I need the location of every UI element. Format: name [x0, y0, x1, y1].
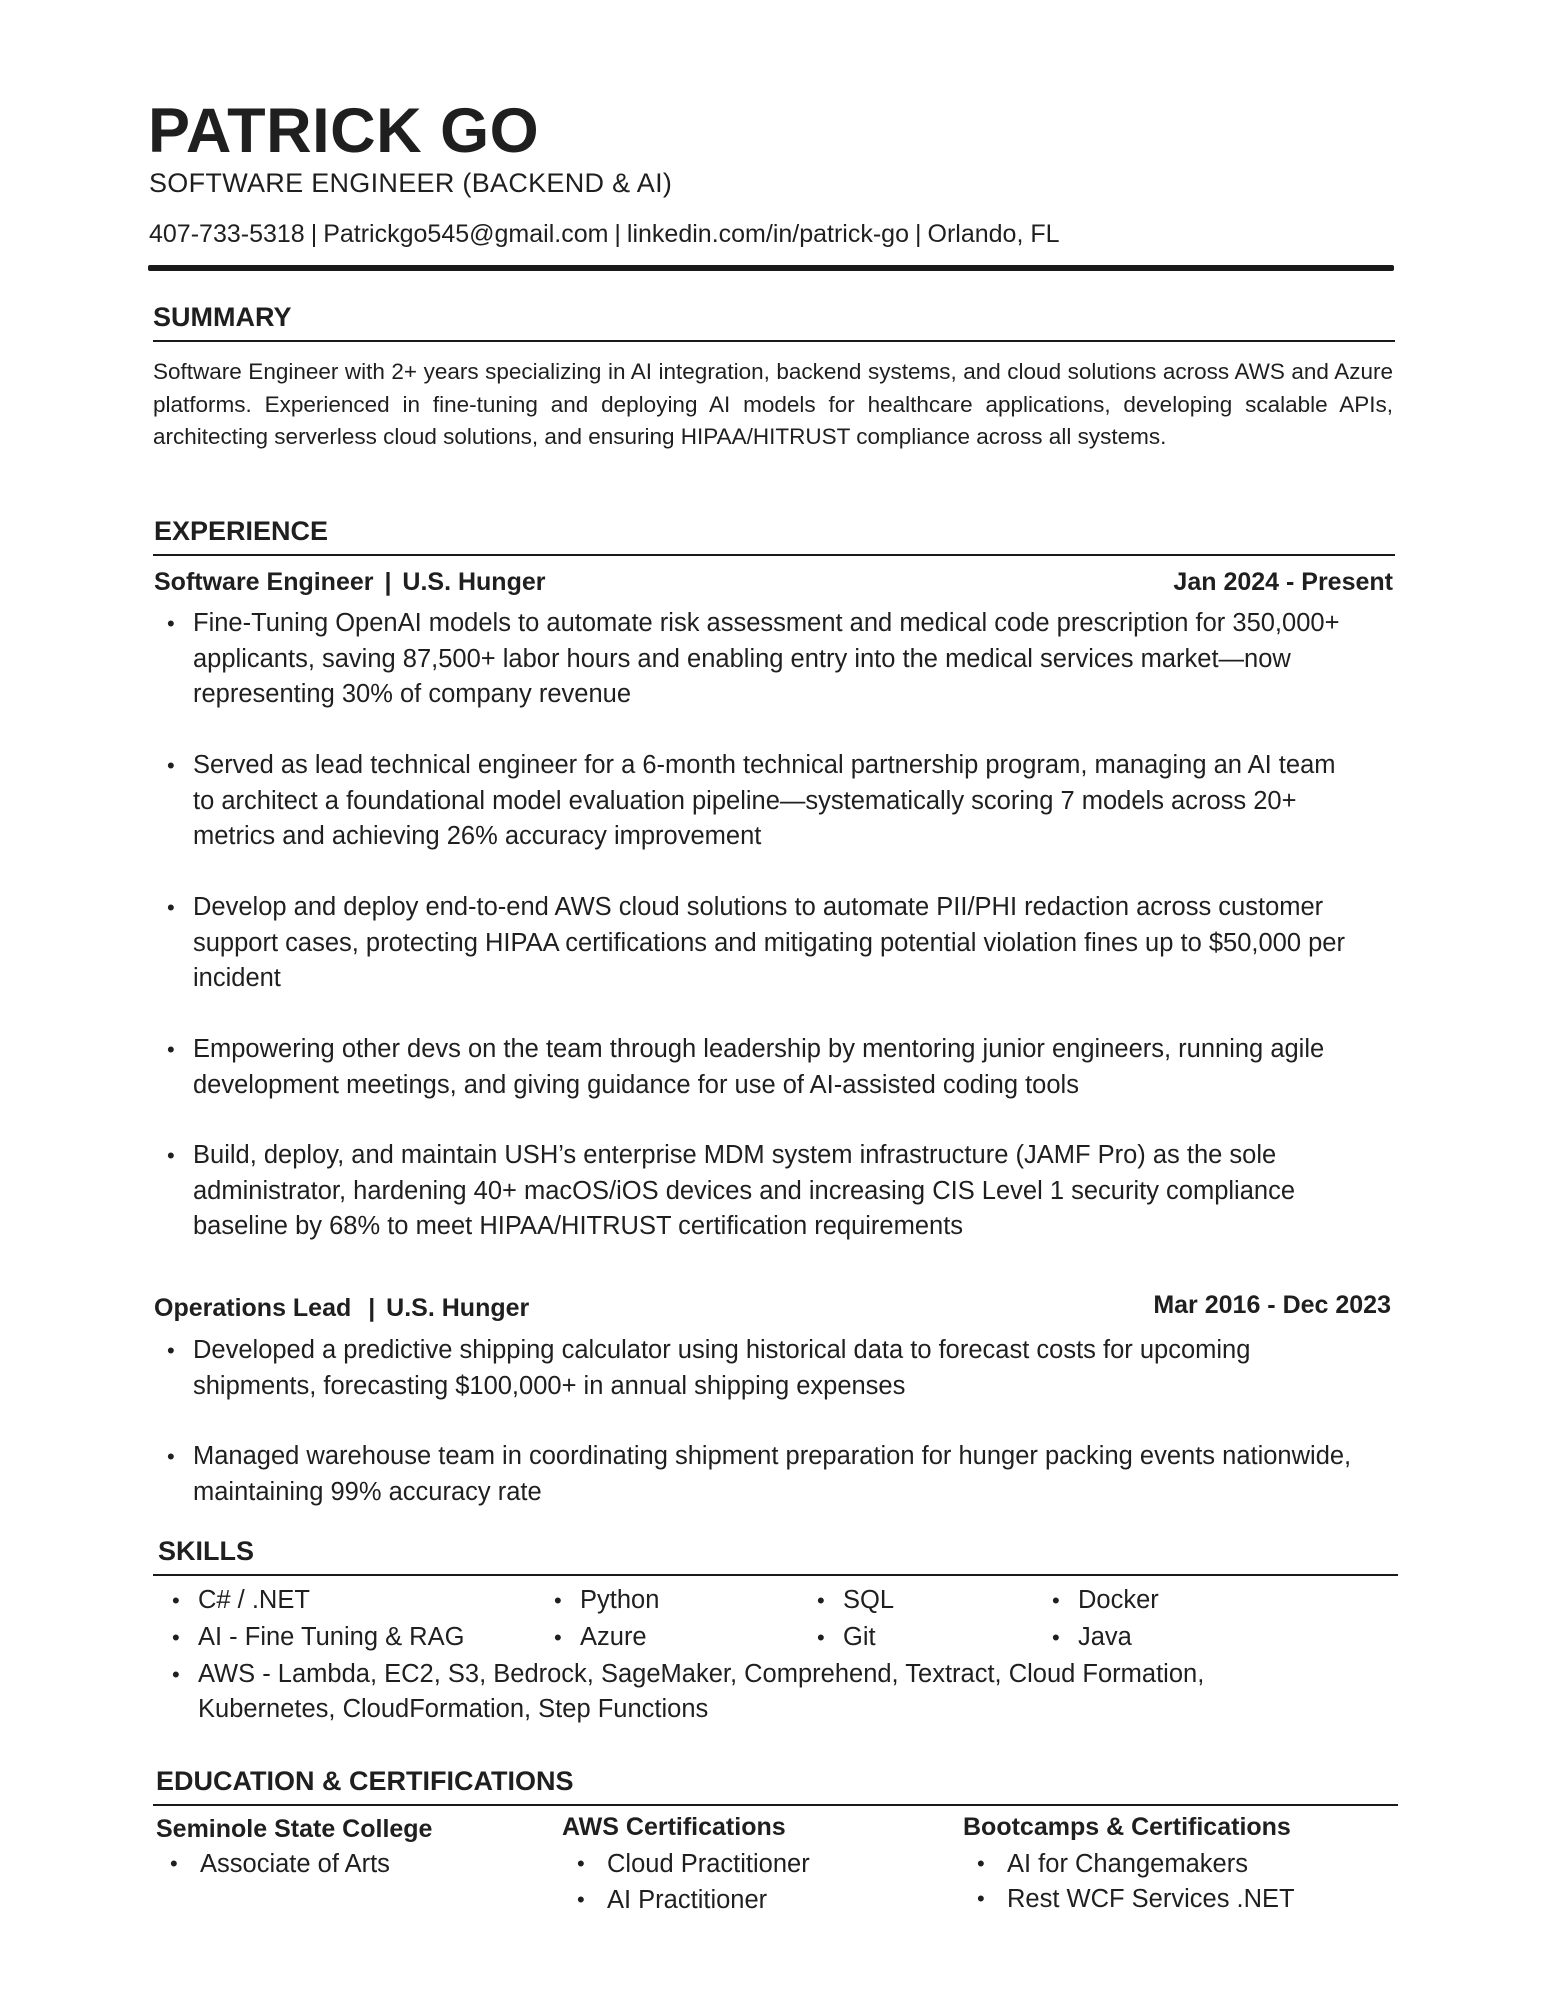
experience-divider [153, 554, 1395, 556]
education-column-heading: Seminole State College [156, 1815, 433, 1843]
skill-item: • SQL [807, 1583, 894, 1618]
list-item: • Developed a predictive shipping calculator using historical data to forecast costs for upcoming shipments, forecasting $100,000+ in annual shipping expenses [153, 1333, 1353, 1404]
skill-item: • AI - Fine Tuning & RAG [162, 1620, 464, 1655]
job-separator: | [384, 568, 392, 596]
job-separator: | [368, 1294, 376, 1322]
contact-email[interactable]: Patrickgo545@gmail.com [323, 220, 609, 248]
job-company: U.S. Hunger [386, 1294, 530, 1322]
education-column-heading: AWS Certifications [562, 1813, 786, 1841]
education-item: • Rest WCF Services .NET [963, 1882, 1295, 1916]
contact-location: Orlando, FL [927, 220, 1060, 248]
summary-heading: SUMMARY [153, 302, 292, 332]
job-dates-2: Mar 2016 - Dec 2023 [1153, 1291, 1391, 1319]
resume-role: SOFTWARE ENGINEER (BACKEND & AI) [149, 168, 673, 198]
job-company: U.S. Hunger [402, 568, 546, 596]
contact-line [149, 218, 1060, 250]
list-item: • Develop and deploy end-to-end AWS cloud solutions to automate PII/PHI redaction across customer support cases, protecting HIPAA certifications and mitigating potential violation fines up to $50,000 per incident [153, 890, 1353, 997]
education-item: • AI Practitioner [563, 1883, 767, 1917]
contact-separator: | [614, 220, 621, 248]
skill-item: • C# / .NET [162, 1583, 310, 1618]
job-bullets-2 [153, 1333, 1353, 1510]
education-divider [153, 1804, 1398, 1806]
list-item: • Fine-Tuning OpenAI models to automate risk assessment and medical code prescription for 350,000+ applicants, saving 87,500+ labor hours and enabling entry into the medical services market—now representing 30% of company revenue [153, 606, 1353, 713]
skill-item-aws: • AWS - Lambda, EC2, S3, Bedrock, SageMaker, Comprehend, Textract, Cloud Formation, Kubernetes, CloudFormation, Step Functions [162, 1657, 1328, 1727]
job-title-2 [154, 1292, 529, 1324]
job-title-1 [154, 566, 545, 598]
job-position: Operations Lead [154, 1294, 352, 1322]
education-item: • AI for Changemakers [963, 1847, 1248, 1881]
experience-heading: EXPERIENCE [154, 516, 329, 546]
job-dates-1: Jan 2024 - Present [1173, 568, 1393, 596]
contact-linkedin[interactable]: linkedin.com/in/patrick-go [626, 220, 909, 248]
contact-separator: | [915, 220, 922, 248]
job-position: Software Engineer [154, 568, 374, 596]
list-item: • Empowering other devs on the team through leadership by mentoring junior engineers, running agile development meetings, and giving guidance for use of AI-assisted coding tools [153, 1032, 1373, 1103]
skill-item: • Azure [544, 1620, 647, 1655]
summary-divider [153, 340, 1395, 342]
education-item: • Associate of Arts [156, 1847, 390, 1881]
education-column-heading: Bootcamps & Certifications [963, 1813, 1291, 1841]
skills-divider [153, 1574, 1398, 1576]
skill-item: • Python [544, 1583, 659, 1618]
summary-text: Software Engineer with 2+ years specializing in AI integration, backend systems, and cloud solutions across AWS and Azure platforms. Experienced in fine-tuning and deploying AI models for healthcare applications, developing scalable APIs, architecting serverless cloud solutions, and ensuring HIPAA/HITRUST compliance across all systems. [153, 359, 1393, 449]
list-item: • Served as lead technical engineer for a 6-month technical partnership program, managing an AI team to architect a foundational model evaluation pipeline—systematically scoring 7 models across 20+ metrics and achieving 26% accuracy improvement [153, 748, 1353, 855]
education-heading: EDUCATION & CERTIFICATIONS [156, 1766, 574, 1796]
skill-item: • Docker [1042, 1583, 1159, 1618]
resume-name: PATRICK GO [148, 96, 540, 166]
list-item: • Build, deploy, and maintain USH’s enterprise MDM system infrastructure (JAMF Pro) as the sole administrator, hardening 40+ macOS/iOS devices and increasing CIS Level 1 security compliance baseline by 68% to meet HIPAA/HITRUST certification requirements [153, 1138, 1353, 1245]
list-item: • Managed warehouse team in coordinating shipment preparation for hunger packing events nationwide, maintaining 99% accuracy rate [153, 1439, 1353, 1510]
skills-heading: SKILLS [158, 1536, 255, 1566]
education-item: • Cloud Practitioner [563, 1847, 810, 1881]
job-bullets-1 [153, 606, 1353, 1245]
skill-item: • Git [807, 1620, 876, 1655]
skill-item: • Java [1042, 1620, 1132, 1655]
header-divider [148, 265, 1394, 271]
contact-phone: 407-733-5318 [149, 220, 305, 248]
contact-separator: | [310, 220, 318, 248]
